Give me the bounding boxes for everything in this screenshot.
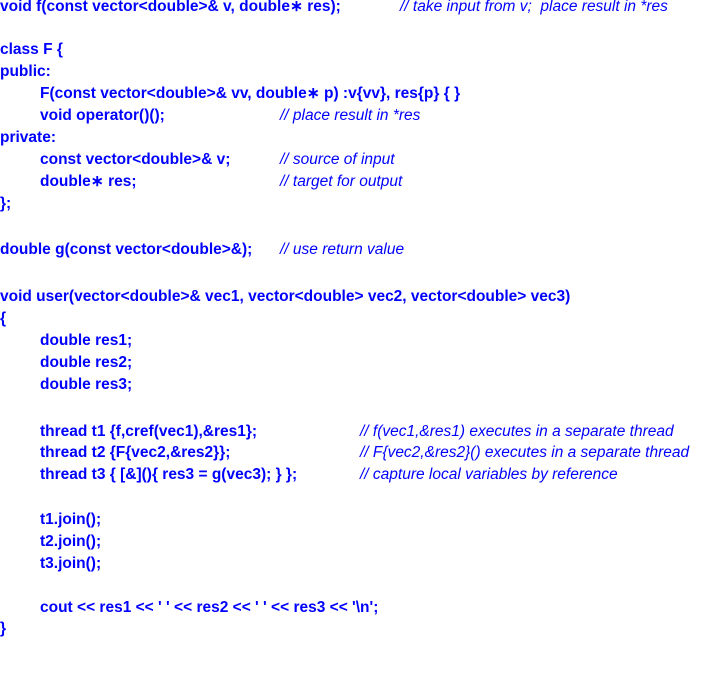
code-comment: // use return value	[280, 241, 405, 258]
code-line	[0, 331, 133, 351]
code-text: double res3;	[40, 376, 133, 393]
code-text: cout << res1 << ' ' << res2 << ' ' << res3 << '\n';	[40, 599, 379, 616]
code-text: t2.join();	[40, 533, 102, 550]
code-comment: // take input from v; place result in *res	[400, 0, 668, 15]
code-line	[0, 0, 668, 17]
code-line	[0, 309, 17, 329]
code-text: double res2;	[40, 354, 133, 371]
code-comment: // place result in *res	[280, 107, 421, 124]
code-text: const vector<double>& v;	[40, 151, 231, 168]
code-text: }	[0, 620, 7, 637]
code-line	[0, 619, 17, 639]
code-text: void operator()();	[40, 107, 165, 124]
code-text: private:	[0, 129, 56, 146]
code-text: t3.join();	[40, 555, 102, 572]
code-line	[0, 240, 405, 260]
code-line	[0, 106, 421, 126]
code-line	[0, 443, 690, 463]
code-comment: // target for output	[280, 173, 403, 190]
code-text: void user(vector<double>& vec1, vector<double> vec2, vector<double> vec3)	[0, 288, 571, 305]
code-line	[0, 465, 618, 485]
code-line	[0, 172, 403, 192]
code-text: thread t3 { [&](){ res3 = g(vec3); } };	[40, 466, 298, 483]
code-line	[0, 598, 379, 618]
code-line	[0, 532, 102, 552]
code-comment: // f(vec1,&res1) executes in a separate thread	[360, 423, 674, 440]
code-line	[0, 150, 395, 170]
code-text: {	[0, 310, 7, 327]
code-text: thread t2 {F{vec2,&res2}};	[40, 444, 231, 461]
code-comment: // source of input	[280, 151, 395, 168]
code-text: F(const vector<double>& vv, double∗ p) :v{vv}, res{p} { }	[40, 85, 461, 102]
code-comment: // capture local variables by reference	[360, 466, 618, 483]
code-line	[0, 554, 102, 574]
code-line	[0, 62, 51, 82]
code-line	[0, 422, 674, 442]
code-text: };	[0, 195, 12, 212]
code-line	[0, 128, 56, 148]
code-text: class F {	[0, 41, 63, 58]
code-text: t1.join();	[40, 511, 102, 528]
code-text: double g(const vector<double>&);	[0, 241, 253, 258]
code-text: double∗ res;	[40, 173, 137, 190]
code-line	[0, 40, 63, 60]
code-text: void f(const vector<double>& v, double∗ res);	[0, 0, 341, 15]
code-text: double res1;	[40, 332, 133, 349]
code-line	[0, 353, 133, 373]
code-line	[0, 510, 102, 530]
code-line	[0, 287, 571, 307]
code-line	[0, 375, 133, 395]
code-line	[0, 194, 17, 214]
code-text: public:	[0, 63, 51, 80]
code-line	[0, 84, 461, 104]
code-comment: // F{vec2,&res2}() executes in a separate thread	[360, 444, 690, 461]
code-text: thread t1 {f,cref(vec1),&res1};	[40, 423, 258, 440]
